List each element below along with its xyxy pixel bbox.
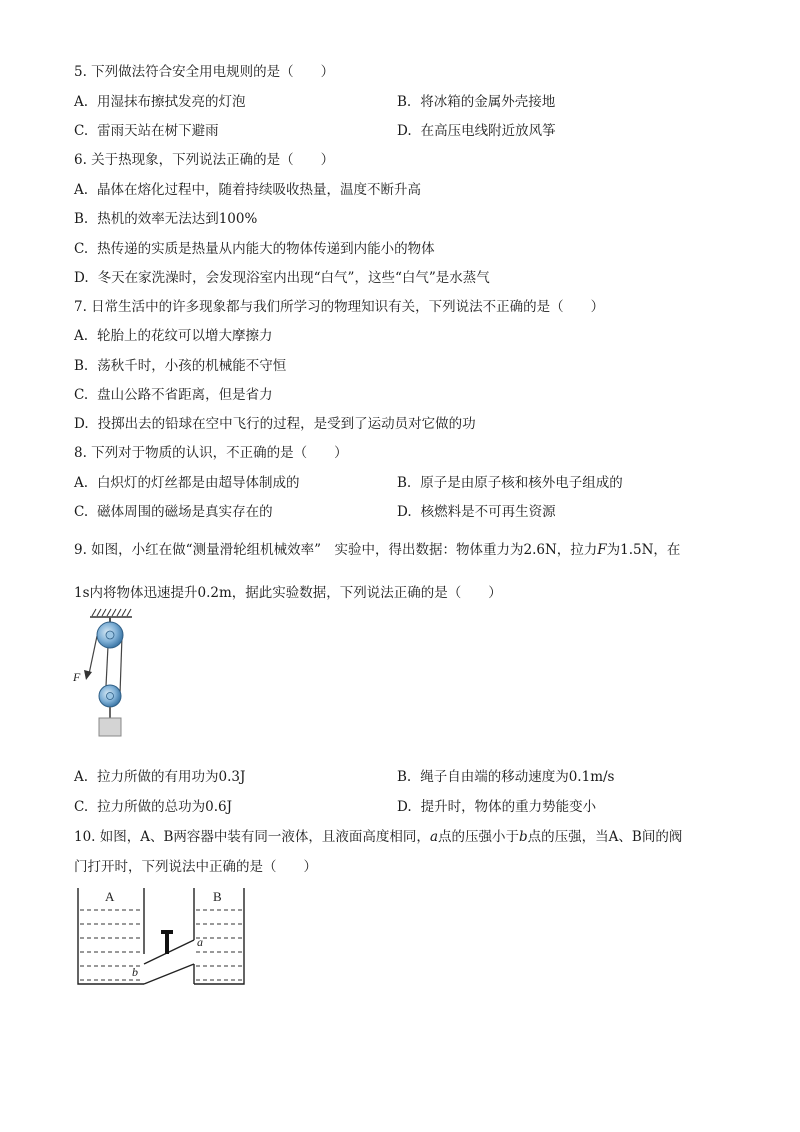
q6-option-d: D. 冬天在家洗澡时，会发现浴室内出现“白气”，这些“白气”是水蒸气 bbox=[74, 270, 490, 286]
q5-option-a: A. 用湿抹布擦拭发亮的灯泡 bbox=[74, 94, 246, 110]
connected-containers-figure bbox=[70, 884, 250, 990]
q8-stem: 8. 下列对于物质的认识，不正确的是（ ） bbox=[74, 445, 348, 461]
q5-stem: 5. 下列做法符合安全用电规则的是（ ） bbox=[74, 64, 335, 80]
q9-option-a: A. 拉力所做的有用功为0.3J bbox=[74, 769, 246, 785]
q9-option-b: B. 绳子自由端的移动速度为0.1m/s bbox=[397, 769, 615, 785]
q8-option-d: D. 核燃料是不可再生资源 bbox=[397, 504, 556, 520]
q10-stem-line1: 10. 如图，A、B两容器中装有同一液体，且液面高度相同，a点的压强小于b点的压强，当A、B间的阀 bbox=[74, 829, 683, 845]
q8-option-c: C. 磁体周围的磁场是真实存在的 bbox=[74, 504, 273, 520]
q7-stem: 7. 日常生活中的许多现象都与我们所学习的物理知识有关，下列说法不正确的是（ ） bbox=[74, 299, 605, 315]
point-a-label: a bbox=[197, 935, 203, 949]
figure-force-label: F bbox=[73, 670, 81, 684]
q5-option-d: D. 在高压电线附近放风筝 bbox=[397, 123, 556, 139]
q7-option-a: A. 轮胎上的花纹可以增大摩擦力 bbox=[74, 328, 273, 344]
pulley-system-figure bbox=[70, 606, 140, 742]
q6-stem: 6. 关于热现象，下列说法正确的是（ ） bbox=[74, 152, 335, 168]
q6-option-b: B. 热机的效率无法达到100% bbox=[74, 211, 258, 227]
q7-option-c: C. 盘山公路不省距离，但是省力 bbox=[74, 387, 273, 403]
q9-option-d: D. 提升时，物体的重力势能变小 bbox=[397, 799, 597, 815]
q8-option-a: A. 白炽灯的灯丝都是由超导体制成的 bbox=[74, 475, 300, 491]
q9-option-c: C. 拉力所做的总功为0.6J bbox=[74, 799, 233, 815]
q5-option-c: C. 雷雨天站在树下避雨 bbox=[74, 123, 219, 139]
q7-option-b: B. 荡秋千时，小孩的机械能不守恒 bbox=[74, 358, 287, 374]
q9-stem-line2: 1s内将物体迅速提升0.2m，据此实验数据，下列说法正确的是（ ） bbox=[74, 585, 502, 601]
q9-stem-line1: 9. 如图，小红在做“测量滑轮组机械效率” 实验中，得出数据：物体重力为2.6N，拉力F为1.5N，在 bbox=[74, 542, 681, 558]
q10-stem-line2: 门打开时，下列说法中正确的是（ ） bbox=[74, 859, 317, 875]
container-b-label: B bbox=[213, 889, 222, 904]
container-a-label: A bbox=[105, 889, 115, 904]
q6-option-a: A. 晶体在熔化过程中，随着持续吸收热量，温度不断升高 bbox=[74, 182, 422, 198]
q5-option-b: B. 将冰箱的金属外壳接地 bbox=[397, 94, 556, 110]
q7-option-d: D. 投掷出去的铅球在空中飞行的过程，是受到了运动员对它做的功 bbox=[74, 416, 476, 432]
point-b-label: b bbox=[132, 965, 138, 979]
q8-option-b: B. 原子是由原子核和核外电子组成的 bbox=[397, 475, 623, 491]
valve-stem-icon bbox=[165, 930, 169, 954]
q6-option-c: C. 热传递的实质是热量从内能大的物体传递到内能小的物体 bbox=[74, 241, 435, 257]
force-arrow-icon bbox=[84, 670, 92, 680]
